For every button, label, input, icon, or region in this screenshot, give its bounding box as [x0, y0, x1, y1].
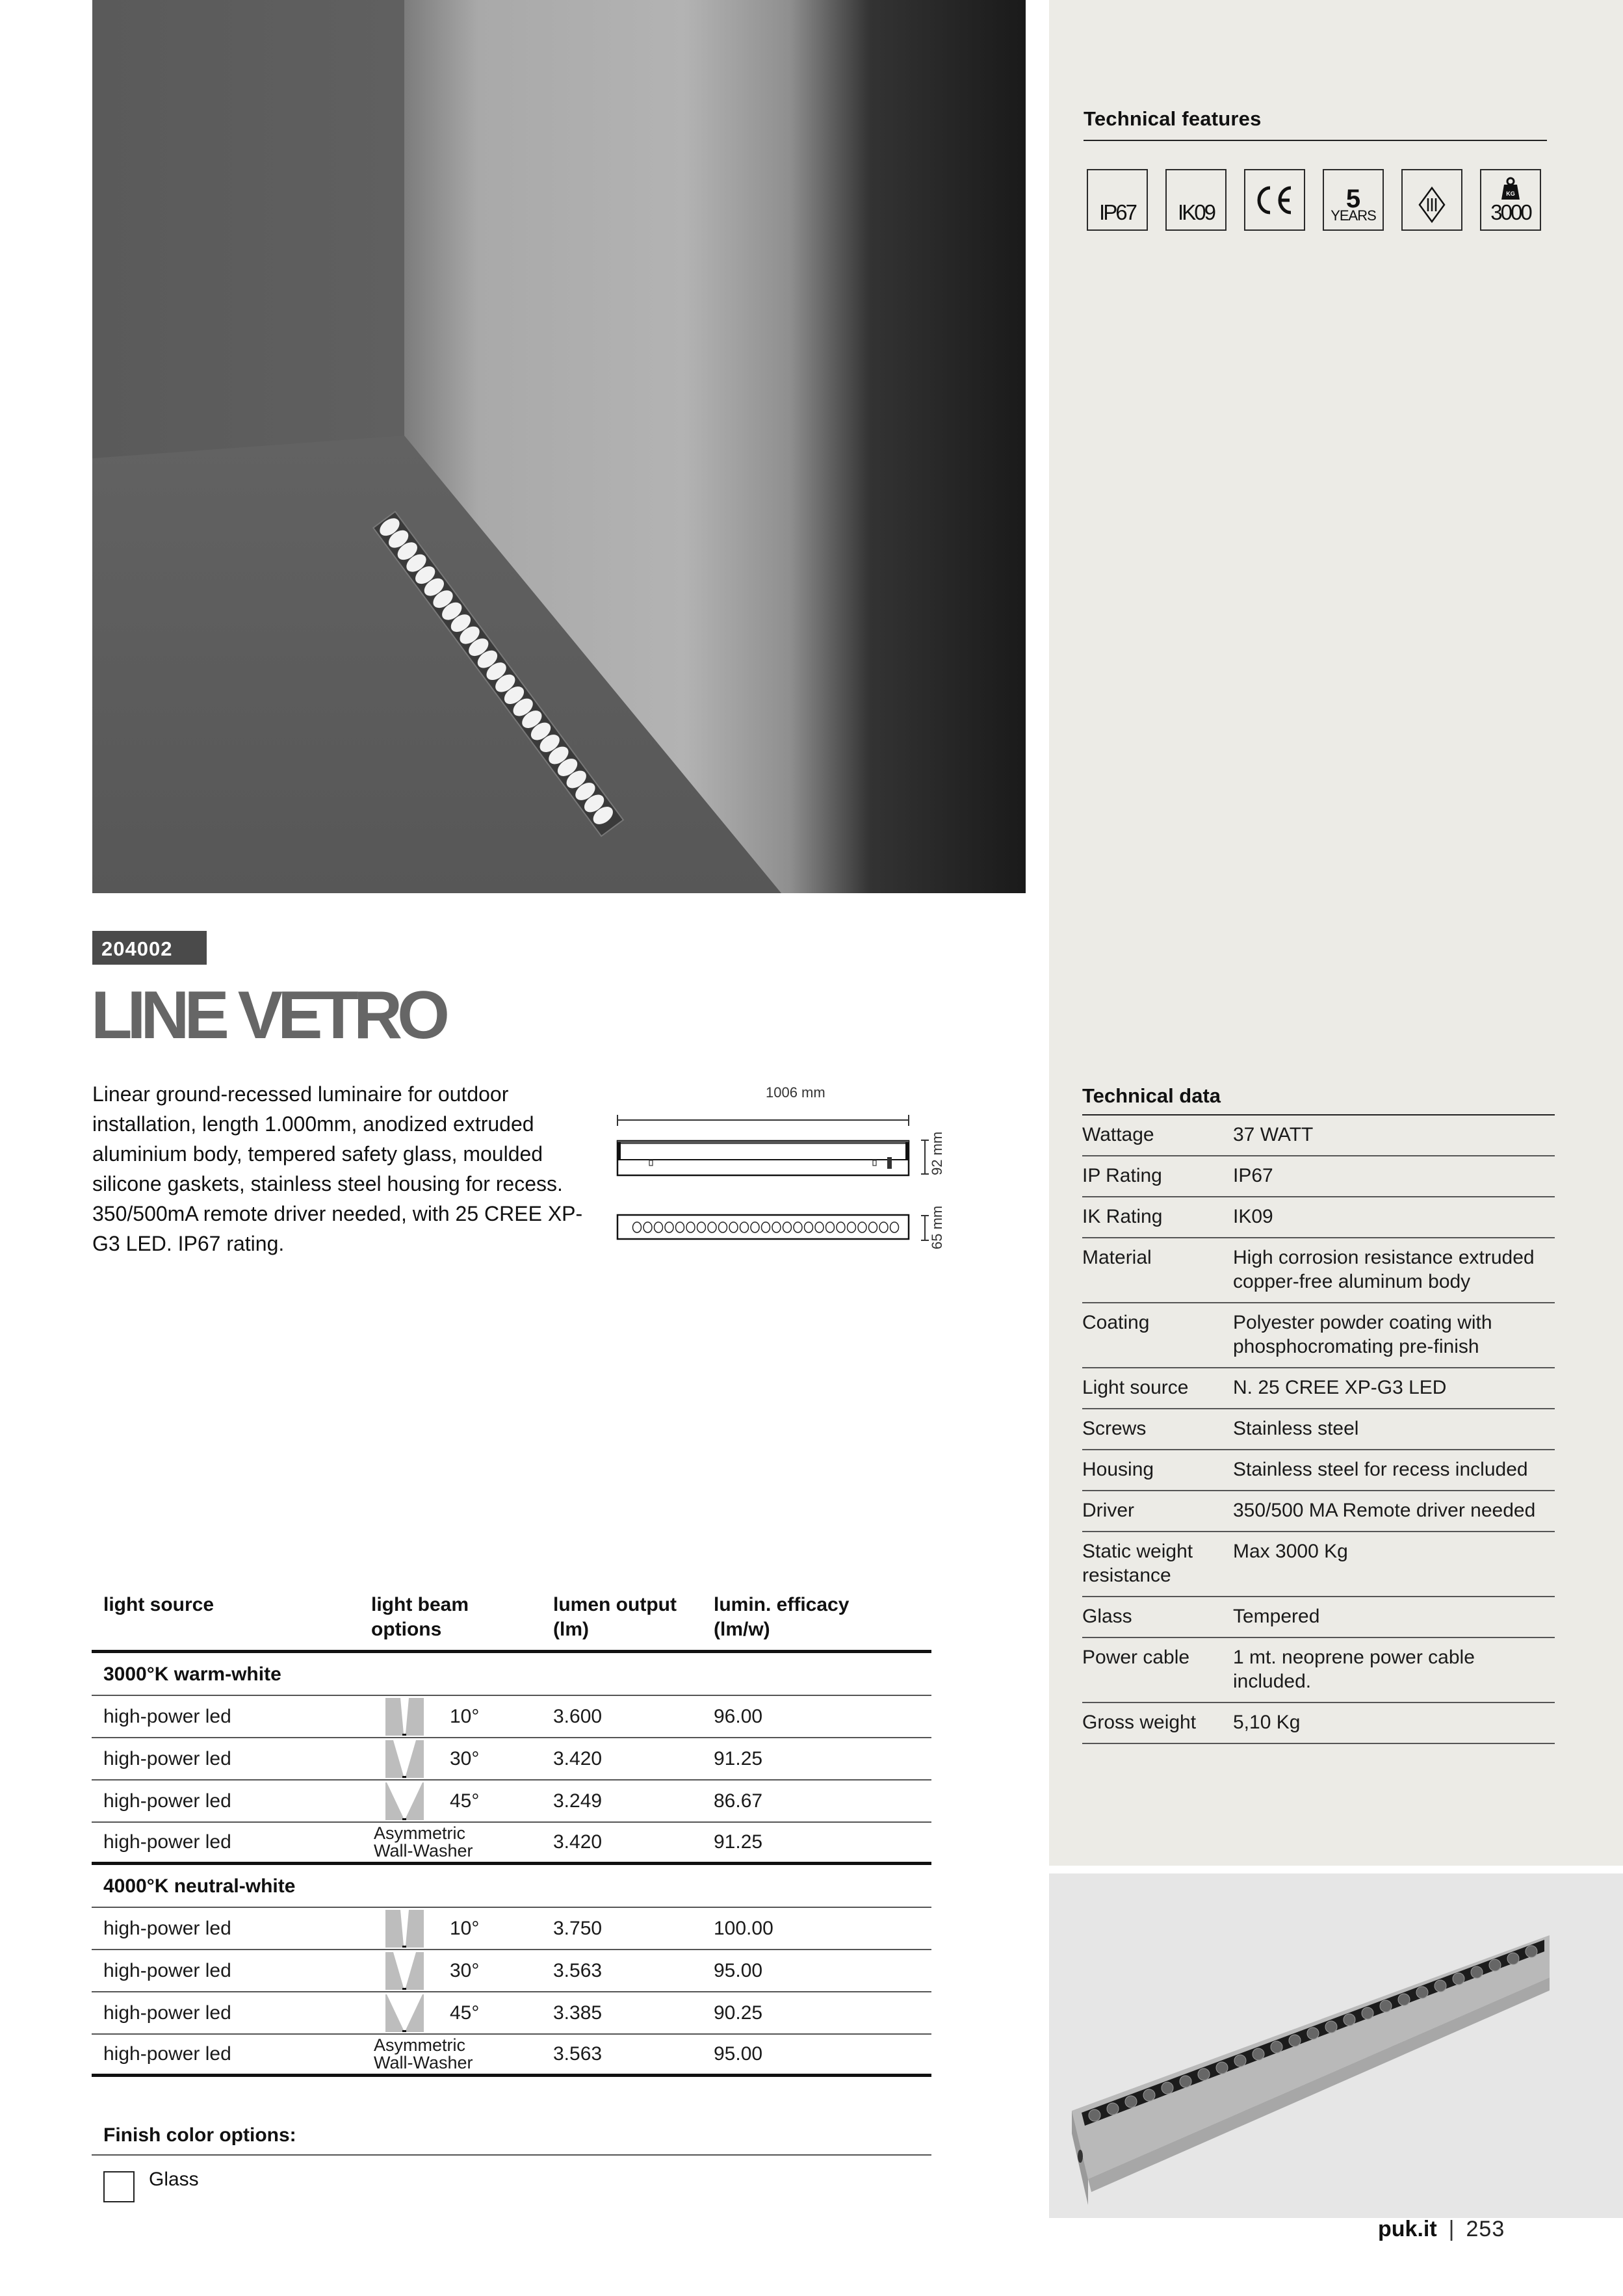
table-row: high-power led 30° 3.420 91.25 — [92, 1738, 931, 1781]
feature-badges — [1087, 169, 1541, 231]
table-row: high-power led 10° 3.750 100.00 — [92, 1908, 931, 1950]
length-dimension: 1006 mm — [766, 1084, 825, 1101]
beam-45-icon — [385, 1994, 424, 2032]
ce-mark-glyph — [1245, 170, 1304, 229]
beam-30-icon — [385, 1740, 424, 1778]
spec-row: Light source N. 25 CREE XP-G3 LED — [1082, 1367, 1555, 1408]
separator: | — [1448, 2217, 1455, 2241]
spec-row: Material High corrosion resistance extruded copper-free aluminum body — [1082, 1237, 1555, 1302]
ce-mark-icon — [1244, 169, 1305, 231]
table-row: high-power led Asymmetric Wall-Washer 3.420 91.25 — [92, 1823, 931, 1865]
spec-row: Driver 350/500 MA Remote driver needed — [1082, 1490, 1555, 1531]
website-link[interactable]: puk.it — [1378, 2217, 1437, 2241]
luminaire-product-illustration — [1049, 1873, 1623, 2218]
warranty-icon: 5 YEARS — [1323, 169, 1384, 231]
spec-row: Screws Stainless steel — [1082, 1408, 1555, 1449]
group-header-3000k: 3000°K warm-white — [92, 1653, 931, 1696]
page-footer — [1378, 2217, 1505, 2242]
technical-drawing — [608, 1079, 1037, 1255]
divider — [1084, 140, 1547, 141]
spec-row: Glass Tempered — [1082, 1596, 1555, 1637]
product-photo — [1049, 1873, 1623, 2218]
page-number: 253 — [1466, 2217, 1505, 2241]
beam-10-icon — [385, 1910, 424, 1948]
finish-options-title: Finish color options: — [103, 2124, 296, 2146]
hero-scene-illustration — [92, 0, 1026, 893]
spec-row: Static weight resistance Max 3000 Kg — [1082, 1531, 1555, 1596]
product-code-badge: 204002 — [92, 931, 207, 965]
finish-option-label: Glass — [149, 2169, 199, 2190]
dimension-drawing — [608, 1079, 1037, 1255]
beam-10-icon — [385, 1698, 424, 1736]
product-title: LINE VETRO — [91, 978, 445, 1053]
height-dimension: 92 mm — [929, 1131, 945, 1175]
spec-row: Wattage 37 WATT — [1082, 1114, 1555, 1155]
table-row: high-power led Asymmetric Wall-Washer 3.563 95.00 — [92, 2035, 931, 2077]
spec-row: Gross weight 5,10 Kg — [1082, 1702, 1555, 1744]
spec-row: Housing Stainless steel for recess included — [1082, 1449, 1555, 1490]
weight-kg-icon: KG 3000 — [1480, 169, 1541, 231]
product-description: Linear ground-recessed luminaire for outdoor installation, length 1.000mm, anodized extruded aluminium body, tempered safety glass, moulded silicone gaskets, stainless steel housing for recess. 350/500mA remote driver needed, with 25 CREE XP-G3 LED. IP67 rating. — [92, 1082, 583, 1255]
technical-data-title: Technical data — [1082, 1084, 1221, 1107]
divider — [92, 2154, 931, 2156]
asymmetric-wall-washer-label: Asymmetric Wall-Washer — [374, 1823, 473, 1860]
spec-row: Power cable 1 mt. neoprene power cable included. — [1082, 1637, 1555, 1702]
beam-45-icon — [385, 1782, 424, 1820]
spec-row: IP Rating IP67 — [1082, 1155, 1555, 1196]
spec-row: IK Rating IK09 — [1082, 1196, 1555, 1237]
hero-photo — [92, 0, 1026, 893]
technical-features-title: Technical features — [1084, 107, 1262, 130]
table-row: high-power led 10° 3.600 96.00 — [92, 1696, 931, 1738]
asymmetric-wall-washer-label: Asymmetric Wall-Washer — [374, 2035, 473, 2072]
ip67-icon: IP67 — [1087, 169, 1148, 231]
table-header: light source light beam options lumen output (lm) lumin. efficacy (lm/w) — [92, 1586, 931, 1653]
svg-text:KG: KG — [1506, 190, 1515, 197]
ik09-icon: IK09 — [1165, 169, 1227, 231]
class-iii-glyph — [1403, 170, 1461, 229]
table-row: high-power led 45° 3.249 86.67 — [92, 1781, 931, 1823]
group-header-4000k: 4000°K neutral-white — [92, 1865, 931, 1908]
light-output-table — [92, 1586, 931, 2077]
glass-checkbox[interactable] — [103, 2171, 135, 2202]
class-iii-icon — [1401, 169, 1462, 231]
width-dimension: 65 mm — [929, 1205, 945, 1249]
beam-30-icon — [385, 1952, 424, 1990]
table-row: high-power led 45° 3.385 90.25 — [92, 1992, 931, 2035]
spec-row: Coating Polyester powder coating with phosphocromating pre-finish — [1082, 1302, 1555, 1367]
weight-glyph — [1481, 170, 1540, 229]
technical-data-table — [1082, 1114, 1555, 1744]
table-row: high-power led 30° 3.563 95.00 — [92, 1950, 931, 1992]
finish-option-glass[interactable] — [103, 2169, 199, 2202]
